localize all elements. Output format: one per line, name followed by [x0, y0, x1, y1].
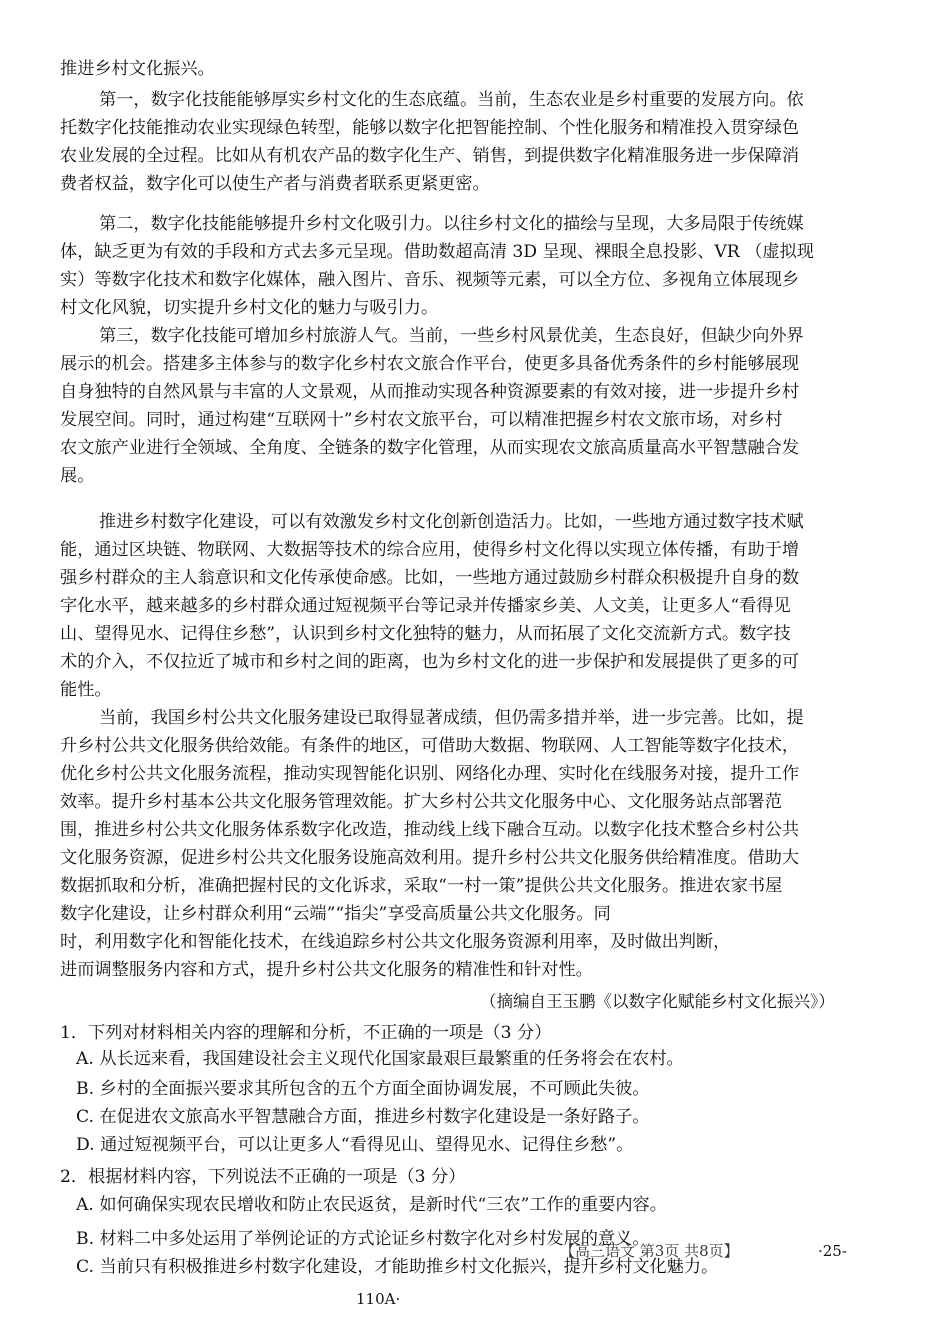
question-line: D. 通过短视频平台，可以让更多人“看得见山、望得见水、记得住乡愁”。: [76, 1135, 634, 1155]
paragraph-line: 强乡村群众的主人翁意识和文化传承使命感。比如，一些地方通过鼓励乡村群众积极提升自身的数: [60, 568, 800, 588]
paragraph-line: 村文化风貌，切实提升乡村文化的魅力与吸引力。: [60, 298, 439, 318]
paragraph-line: 展示的机会。搭建多主体参与的数字化乡村农文旅合作平台，使更多具备优秀条件的乡村能够展现: [60, 354, 800, 374]
source-citation: （摘编自王玉鹏《以数字化赋能乡村文化振兴》）: [480, 992, 835, 1011]
paragraph-line: 当前，我国乡村公共文化服务建设已取得显著成绩，但仍需多措并举，进一步完善。比如，提: [99, 708, 804, 728]
paragraph-line: 农业发展的全过程。比如从有机农产品的数字化生产、销售，到提供数字化精准服务进一步保障消: [60, 146, 800, 166]
paragraph-line: 托数字化技能推动农业实现绿色转型，能够以数字化把智能控制、个性化服务和精准投入贯穿绿色: [60, 118, 800, 138]
paragraph-line: 展。: [60, 466, 95, 486]
question-line: 1．下列对材料相关内容的理解和分析，不正确的一项是（3 分）: [60, 1023, 552, 1043]
paragraph-line: 农文旅产业进行全领域、全角度、全链条的数字化管理，从而实现农文旅高质量高水平智慧融合发: [60, 438, 800, 458]
question-line: B. 材料二中多处运用了举例论证的方式论证乡村数字化对乡村发展的意义。: [76, 1229, 650, 1249]
paragraph-line: 优化乡村公共文化服务流程，推动实现智能化识别、网络化办理、实时化在线服务对接，提升工作: [60, 764, 800, 784]
paragraph-line: 时，利用数字化和智能化技术，在线追踪乡村公共文化服务资源利用率，及时做出判断，: [60, 932, 731, 952]
paragraph-line: 进而调整服务内容和方式，提升乡村公共文化服务的精准性和针对性。: [60, 960, 593, 980]
paragraph-line: 第三，数字化技能可增加乡村旅游人气。当前，一些乡村风景优美，生态良好，但缺少向外界: [99, 326, 804, 346]
question-line: A. 从长远来看，我国建设社会主义现代化国家最艰巨最繁重的任务将会在农村。: [76, 1049, 684, 1069]
paragraph-line: 数据抓取和分析，准确把握村民的文化诉求，采取“一村一策”提供公共文化服务。推进农家书屋: [60, 876, 783, 896]
paragraph-line: 自身独特的自然风景与丰富的人文景观，从而推动实现各种资源要素的有效对接，进一步提升乡村: [60, 382, 800, 402]
paragraph-line: 第一，数字化技能能够厚实乡村文化的生态底蕴。当前，生态农业是乡村重要的发展方向。依: [99, 90, 804, 110]
paragraph-line: 体，缺乏更为有效的手段和方式去多元呈现。借助数超高清 3D 呈现、裸眼全息投影、VR （虚拟现: [60, 242, 814, 262]
paragraph-line: 能，通过区块链、物联网、大数据等技术的综合应用，使得乡村文化得以实现立体传播，有助于增: [60, 540, 800, 560]
paragraph-line: 能性。: [60, 680, 112, 700]
paragraph-line: 发展空间。同时，通过构建“互联网十”乡村农文旅平台，可以精准把握乡村农文旅市场，对乡村: [60, 410, 783, 430]
paragraph-line: 效率。提升乡村基本公共文化服务管理效能。扩大乡村公共文化服务中心、文化服务站点部署范: [60, 792, 782, 812]
paragraph-line: 费者权益，数字化可以使生产者与消费者联系更紧更密。: [60, 174, 490, 194]
exam-code-right: ·25-: [818, 1242, 847, 1260]
question-line: A. 如何确保实现农民增收和防止农民返贫，是新时代“三农”工作的重要内容。: [76, 1195, 667, 1215]
paragraph-line: 第二，数字化技能能够提升乡村文化吸引力。以往乡村文化的描绘与呈现，大多局限于传统媒: [99, 214, 804, 234]
question-line: C. 在促进农文旅高水平智慧融合方面，推进乡村数字化建设是一条好路子。: [76, 1107, 650, 1127]
paragraph-line: 推进乡村数字化建设，可以有效激发乡村文化创新创造活力。比如，一些地方通过数字技术赋: [99, 512, 804, 532]
question-line: C. 当前只有积极推进乡村数字化建设，才能助推乡村文化振兴，提升乡村文化魅力。: [76, 1257, 719, 1277]
paragraph-line: 实）等数字化技术和数字化媒体，融入图片、音乐、视频等元素，可以全方位、多视角立体展现乡: [60, 270, 800, 290]
paragraph-line: 数字化建设，让乡村群众利用“云端”“指尖”享受高质量公共文化服务。同: [60, 904, 611, 924]
paragraph-line: 推进乡村文化振兴。: [60, 59, 215, 79]
paragraph-line: 术的介入，不仅拉近了城市和乡村之间的距离，也为乡村文化的进一步保护和发展提供了更多的可: [60, 652, 800, 672]
paragraph-line: 文化服务资源，促进乡村公共文化服务设施高效利用。提升乡村公共文化服务供给精准度。借助大: [60, 848, 800, 868]
paragraph-line: 山、望得见水、记得住乡愁”，认识到乡村文化独特的魅力，从而拓展了文化交流新方式。数字技: [60, 624, 791, 644]
paragraph-line: 升乡村公共文化服务供给效能。有条件的地区，可借助大数据、物联网、人工智能等数字化技术，: [60, 736, 800, 756]
question-line: B. 乡村的全面振兴要求其所包含的五个方面全面协调发展，不可顾此失彼。: [76, 1079, 650, 1099]
paragraph-line: 围，推进乡村公共文化服务体系数字化改造，推动线上线下融合互动。以数字化技术整合乡村公共: [60, 820, 800, 840]
page-footer-info: 【高三语文 第3页 共8页】: [560, 1242, 739, 1260]
paragraph-line: 字化水平，越来越多的乡村群众通过短视频平台等记录并传播家乡美、人文美，让更多人“看得见: [60, 596, 791, 616]
question-line: 2．根据材料内容，下列说法不正确的一项是（3 分）: [60, 1167, 466, 1187]
exam-code-bottom: 110A·: [356, 1290, 401, 1308]
